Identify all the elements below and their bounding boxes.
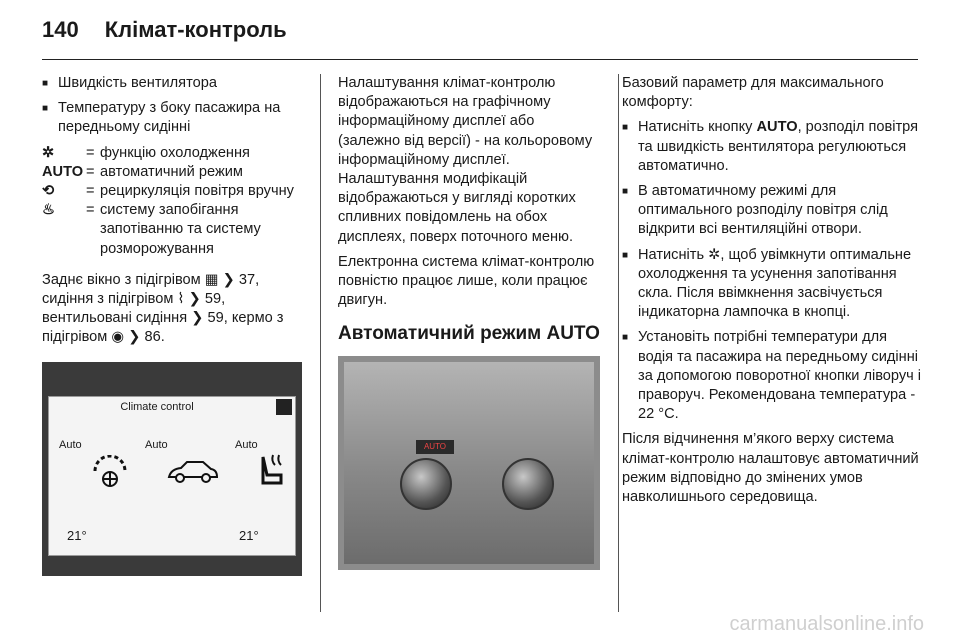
driver-temperature: 21° [67, 528, 87, 543]
engine-note-paragraph: Електронна система клімат-контролю повністю працює лише, коли працює двигун. [338, 253, 595, 309]
legend-row: ✲ = функцію охолодження [42, 144, 307, 163]
snowflake-icon: ✲ [42, 144, 55, 161]
legend-row: ⟲ = рециркуляція повітря вручну [42, 182, 307, 201]
page-ref-arrow: ❯ [128, 329, 141, 346]
cross-reference-paragraph: Заднє вікно з підігрівом ▦ ❯ 37, сидіння з підігрівом ⌇ ❯ 59, вентильовані сидіння ❯ 59, кермо з підігрівом ◉ ❯ 86. [42, 271, 284, 346]
seat-heat-icon: ⌇ [177, 291, 185, 308]
screen-title: Climate control [120, 401, 194, 413]
seat-auto-label: Auto [235, 439, 258, 451]
page-ref-arrow: ❯ [191, 310, 204, 327]
column-divider-2 [618, 74, 619, 612]
left-temperature-knob [400, 458, 452, 510]
auto-keyword: AUTO [756, 119, 798, 136]
fan-icon [87, 455, 133, 489]
legend-row: AUTO = автоматичний режим [42, 163, 307, 182]
auto-label: AUTO [42, 163, 84, 180]
settings-icon [276, 399, 292, 415]
legend-row: ♨ = систему запобігання запотіванню та систему розморожування [42, 201, 307, 259]
console-auto-button: AUTO [416, 440, 454, 454]
header-rule [42, 59, 918, 60]
steering-heat-icon: ◉ [111, 329, 125, 346]
bullet-item: ■ Натисніть ✲, щоб увімкнути оптимальне охолодження та усунення запотівання скла. Після ввімкнення засвічується індикаторна лампочка в кнопці. [622, 246, 912, 321]
column-1 [42, 74, 307, 348]
right-temperature-knob [502, 458, 554, 510]
recirculation-icon: ⟲ [42, 183, 55, 200]
page-ref-arrow: ❯ [222, 271, 235, 288]
rear-window-heat-icon: ▦ [204, 271, 219, 288]
column-2 [338, 74, 600, 344]
symbol-legend [42, 144, 307, 259]
distribution-auto-label: Auto [145, 439, 168, 451]
column-divider-1 [320, 74, 321, 612]
chapter-title: Клімат-контроль [104, 17, 287, 42]
page-ref-arrow: ❯ [188, 291, 201, 308]
display-info-paragraph: Налаштування клімат-контролю відображаються на графічному інформаційному дисплеї або (залежно від версії) - на кольоровому інформаційному дисплеї. Налаштування модифікацій відображаються у вигляді коротких спливних повідомлень на обох дисплеях, поверх поточного меню. [338, 75, 593, 245]
bullet-item: ■ Температуру з боку пасажира на передньому сидінні [42, 100, 281, 136]
bullet-item: ■ Швидкість вентилятора [42, 75, 217, 91]
bullet-item: ■ Натисніть кнопку AUTO, розподіл повітря та швидкість вентилятора регулюються автоматично. [622, 119, 919, 174]
defog-icon: ♨ [42, 202, 56, 219]
column-3 [622, 74, 922, 507]
final-paragraph: Після відчинення м’якого верху система клімат-контролю налаштовує автоматичний режим відповідно до змінених умов навколишнього середовища. [622, 431, 919, 506]
heated-seat-icon [255, 453, 285, 487]
car-icon [165, 459, 219, 485]
passenger-temperature: 21° [239, 528, 259, 543]
section-heading: Автоматичний режим AUTO [338, 323, 600, 345]
bullet-item: ■ Установіть потрібні температури для водія та пасажира на передньому сидінні за допомогою поворотної кнопки ліворуч і праворуч. Рекомендована температура - 22 °C. [622, 329, 922, 423]
page-header [42, 12, 287, 48]
page-number: 140 [42, 17, 79, 42]
fan-auto-label: Auto [59, 439, 82, 451]
snowflake-icon: ✲ [708, 246, 721, 263]
center-console-image [338, 356, 600, 570]
climate-display-image [42, 362, 302, 576]
climate-display-screen [48, 396, 296, 556]
bullet-item: ■ В автоматичному режимі для оптимального розподілу повітря слід відкрити всі вентиляційні отвори. [622, 183, 888, 238]
watermark: carmanualsonline.info [729, 613, 924, 635]
intro-paragraph: Базовий параметр для максимального комфорту: [622, 75, 884, 111]
